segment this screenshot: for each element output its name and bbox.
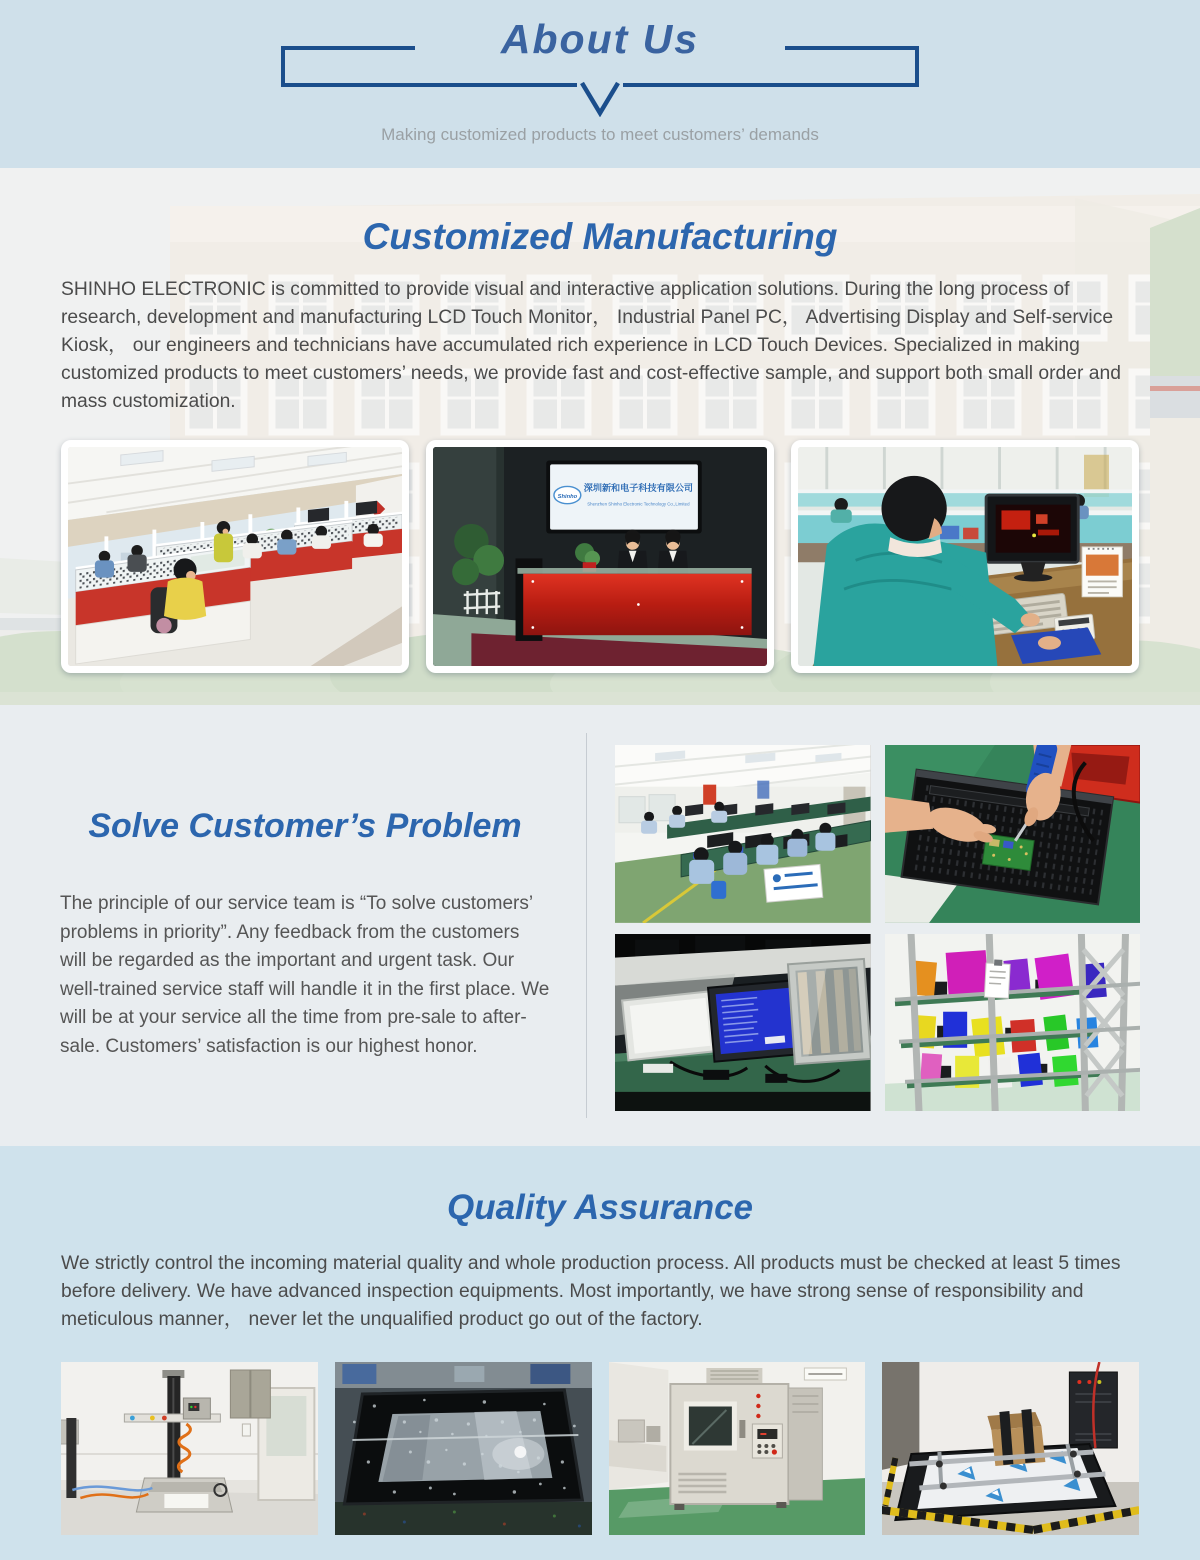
photo-monitor-testing-bench bbox=[615, 934, 871, 1112]
service-text-column bbox=[60, 745, 586, 1146]
quality-title: Quality Assurance bbox=[446, 1188, 754, 1227]
vertical-divider bbox=[586, 733, 587, 1118]
svg-text:Shenzhen Shinho Electronic Tec: Shenzhen Shinho Electronic Technology Co.,Limited bbox=[587, 501, 690, 507]
burn-in-rack-illustration bbox=[885, 934, 1141, 1112]
assembly-line-illustration bbox=[615, 745, 871, 923]
section-quality-assurance bbox=[0, 1146, 1200, 1560]
chevron-down-icon bbox=[574, 81, 626, 117]
photo-drop-test-machine bbox=[61, 1362, 318, 1535]
title-bracket-decoration bbox=[281, 16, 919, 87]
photo-burn-in-rack-colored-screens bbox=[885, 934, 1141, 1112]
service-title: Solve Customer’s Problem bbox=[88, 807, 522, 845]
office-cubicles-illustration bbox=[68, 447, 402, 666]
engineer-workstation-illustration bbox=[798, 447, 1132, 666]
section-customized-manufacturing bbox=[0, 168, 1200, 705]
manufacturing-content bbox=[0, 216, 1200, 673]
photo-reception-desk bbox=[426, 440, 774, 673]
reception-illustration bbox=[433, 447, 767, 666]
photo-assembly-line bbox=[615, 745, 871, 923]
service-photo-grid bbox=[615, 745, 1140, 1111]
photo-panel-assembly-soldering bbox=[885, 745, 1141, 923]
test-chamber-illustration bbox=[609, 1362, 866, 1535]
drop-test-illustration bbox=[61, 1362, 318, 1535]
photo-office-cubicles bbox=[61, 440, 409, 673]
company-photo-row bbox=[61, 440, 1139, 673]
page-title: About Us bbox=[500, 16, 700, 62]
page-subtitle: Making customized products to meet customers’ demands bbox=[381, 125, 819, 144]
about-us-header bbox=[0, 0, 1200, 168]
photo-vibration-test-table bbox=[882, 1362, 1139, 1535]
quality-paragraph: We strictly control the incoming material quality and whole production process. All products must be checked at least 5 times before delivery. We have advanced inspection equipments. Most importantly, we have strong sense of responsibility and meticulous manner， never let the unqualified product go out of the factory. bbox=[61, 1253, 1121, 1330]
vibration-test-illustration bbox=[882, 1362, 1139, 1535]
waterproof-test-illustration bbox=[335, 1362, 592, 1535]
manufacturing-title: Customized Manufacturing bbox=[362, 216, 838, 257]
photo-environmental-test-chamber bbox=[609, 1362, 866, 1535]
manufacturing-paragraph: SHINHO ELECTRONIC is committed to provide visual and interactive application solutions. During the long process of research, development and manufacturing LCD Touch Monitor， Industrial Panel PC， Advertising Display and Self-service Kiosk， our engineers and technicians have accumulated rich experience in LCD Touch Devices. Specialized in making customized products to meet customers’ needs, we provide fast and cost-effective sample, and support both small order and mass customization. bbox=[61, 279, 1121, 412]
svg-text:Shinho: Shinho bbox=[557, 493, 578, 500]
quality-photo-row bbox=[61, 1362, 1139, 1535]
service-paragraph: The principle of our service team is “To solve customers’ problems in priority”. Any feedback from the customers will be regarded as the important and urgent task. Our well-trained service staff will handle it in the first place. We will be at your service all the time from pre-sale to after-sale. Customers’ satisfaction is our highest honor. bbox=[60, 893, 550, 1057]
svg-text:深圳新和电子科技有限公司: 深圳新和电子科技有限公司 bbox=[583, 483, 694, 494]
section-solve-customers-problem bbox=[0, 705, 1200, 1146]
photo-waterproof-test-panel bbox=[335, 1362, 592, 1535]
panel-assembly-illustration bbox=[885, 745, 1141, 923]
monitor-testing-illustration bbox=[615, 934, 871, 1112]
photo-engineer-at-computer bbox=[791, 440, 1139, 673]
